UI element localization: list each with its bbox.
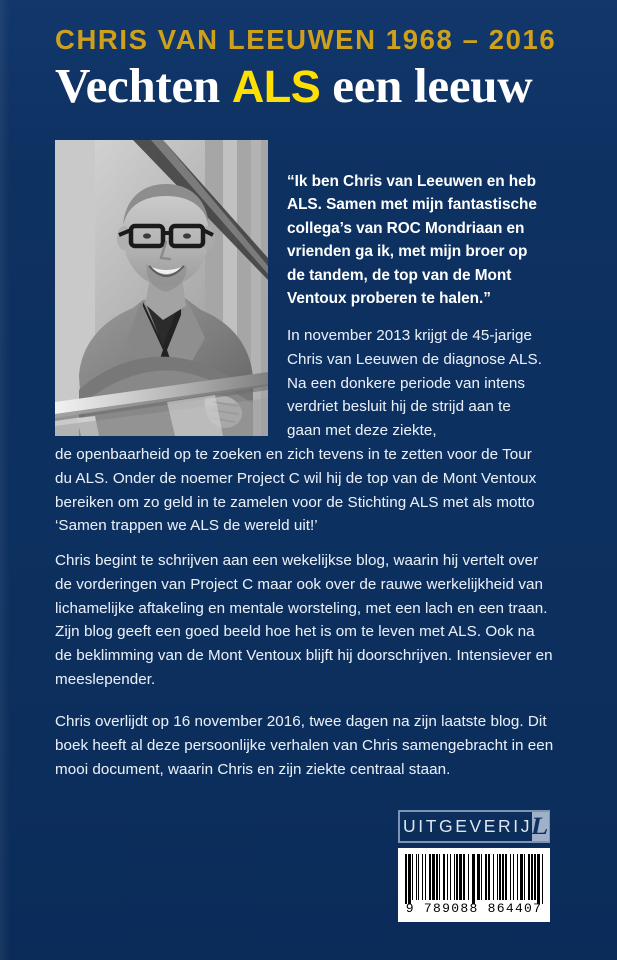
isbn-barcode xyxy=(398,848,550,922)
paragraph-one-wide: de openbaarheid op te zoeken en zich tevens in te zetten voor de Tour du ALS. Onder de noemer Project C wil hij de top van de Mont Ventoux bereiken om zo geld in te zamelen voor de Stichting ALS met als motto ‘Samen trappen we ALS de wereld uit!’ xyxy=(55,446,537,535)
title-part-one: Vechten xyxy=(55,57,232,113)
publisher-name: UITGEVERIJ xyxy=(403,816,533,836)
publisher-mark-letter: L xyxy=(529,813,552,840)
paragraph-two: Chris begint te schrijven aan een wekelijkse blog, waarin hij vertelt over de vorderingen van Project C maar ook over de rauwe werkelijkheid van lichamelijke aftakeling en mentale worsteling, met een lach en een traan. Zijn blog geeft een goed beeld hoe het is om te leven met ALS. Ook na de beklimming van de Mont Ventoux blijft hij doorschrijven. Intensiever en meeslepender. xyxy=(55,552,553,688)
paragraph-three: Chris overlijdt op 16 november 2016, twee dagen na zijn laatste blog. Dit boek heeft al deze persoonlijke verhalen van Chris samengebracht in een mooi document, waarin Chris en zijn ziekte centraal staan. xyxy=(55,713,554,778)
cover-header xyxy=(55,26,565,112)
portrait-illustration xyxy=(55,140,268,436)
publisher-mark-icon xyxy=(529,812,552,841)
book-title xyxy=(55,57,565,113)
barcode-bars xyxy=(405,854,543,900)
paragraph-one-narrow: In november 2013 krijgt de 45-jarige Chris van Leeuwen de diagnose ALS. Na een donkere periode van intens verdriet besluit hij de strijd aan te gaan met deze ziekte, xyxy=(287,327,542,440)
barcode-number: 9 789088 864407 xyxy=(405,901,543,916)
title-part-two: een leeuw xyxy=(320,57,533,113)
publisher-logo xyxy=(398,810,550,843)
author-name-and-years: CHRIS VAN LEEUWEN 1968 – 2016 xyxy=(55,24,557,55)
pull-quote: “Ik ben Chris van Leeuwen en heb ALS. Samen met mijn fantastische collega’s van ROC Mondriaan en vrienden ga ik, met mijn broer op de tandem, de top van de Mont Ventoux proberen te halen.” xyxy=(287,173,537,308)
title-highlight-als: ALS xyxy=(231,60,321,112)
author-portrait-photo xyxy=(55,140,268,436)
